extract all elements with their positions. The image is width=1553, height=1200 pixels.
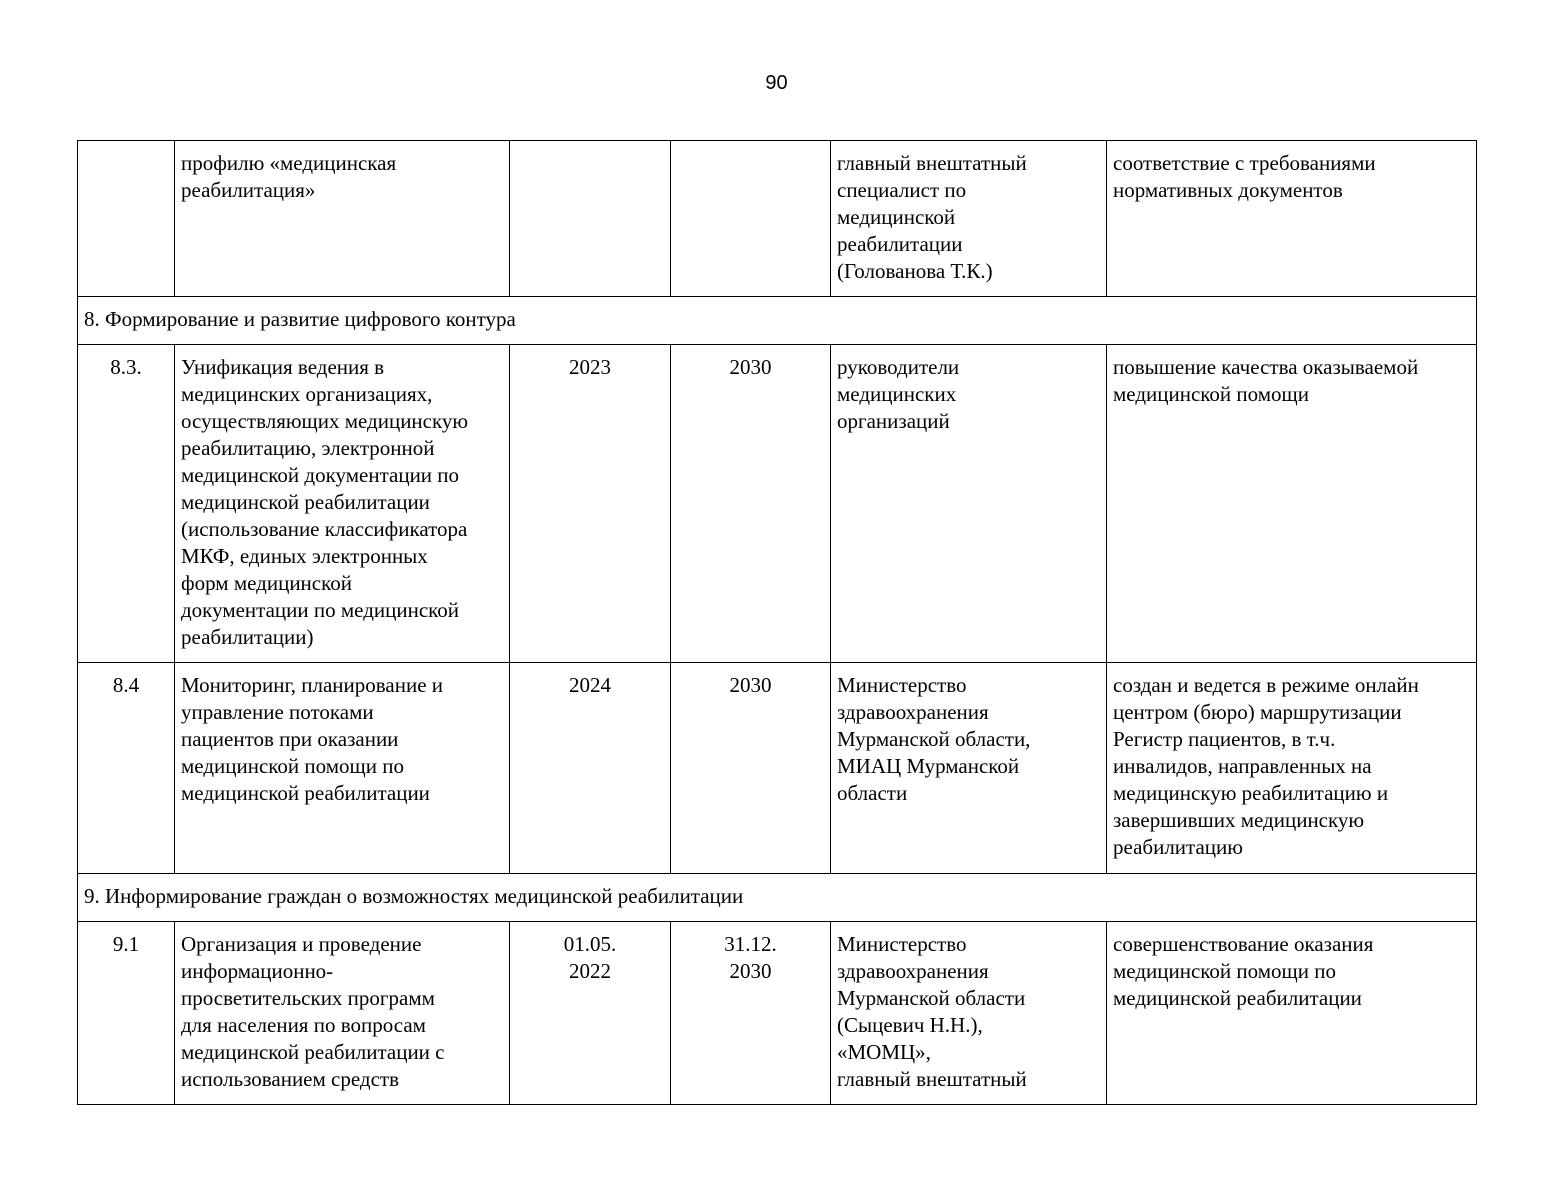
result-cell: повышение качества оказываемой медицинской помощи [1107, 345, 1477, 663]
responsible-cell: руководители медицинских организаций [831, 345, 1107, 663]
end-date-cell: 31.12. 2030 [671, 922, 831, 1105]
measure-cell: Мониторинг, планирование и управление потоками пациентов при оказании медицинской помощи по медицинской реабилитации [175, 663, 510, 874]
result-cell: совершенствование оказания медицинской помощи по медицинской реабилитации [1107, 922, 1477, 1105]
responsible-cell: Министерство здравоохранения Мурманской области, МИАЦ Мурманской области [831, 663, 1107, 874]
row-number: 8.4 [78, 663, 175, 874]
measure-cell: Унификация ведения в медицинских организациях, осуществляющих медицинскую реабилитацию, электронной медицинской документации по медицинской реабилитации (использование классификатора МКФ, единых электронных форм медицинской документации по медицинской реабилитации) [175, 345, 510, 663]
result-cell: создан и ведется в режиме онлайн центром (бюро) маршрутизации Регистр пациентов, в т.ч. инвалидов, направленных на медицинскую реабилитацию и завершивших медицинскую реабилитацию [1107, 663, 1477, 874]
section-title: 9. Информирование граждан о возможностях медицинской реабилитации [78, 874, 1477, 922]
end-date-cell [671, 141, 831, 297]
result-cell: соответствие с требованиями нормативных документов [1107, 141, 1477, 297]
start-date-cell: 2023 [510, 345, 671, 663]
plan-table [77, 140, 1477, 1105]
start-date-cell [510, 141, 671, 297]
row-number: 8.3. [78, 345, 175, 663]
table-row [78, 345, 1477, 663]
table-row [78, 663, 1477, 874]
measure-cell: профилю «медицинская реабилитация» [175, 141, 510, 297]
responsible-cell: Министерство здравоохранения Мурманской области (Сыцевич Н.Н.), «МОМЦ», главный внештатный [831, 922, 1107, 1105]
responsible-cell: главный внештатный специалист по медицинской реабилитации (Голованова Т.К.) [831, 141, 1107, 297]
end-date-cell: 2030 [671, 345, 831, 663]
end-date-cell: 2030 [671, 663, 831, 874]
section-row [78, 297, 1477, 345]
measure-cell: Организация и проведение информационно- просветительских программ для населения по вопросам медицинской реабилитации с использованием средств [175, 922, 510, 1105]
section-title: 8. Формирование и развитие цифрового контура [78, 297, 1477, 345]
section-row [78, 874, 1477, 922]
start-date-cell: 01.05. 2022 [510, 922, 671, 1105]
table-row [78, 922, 1477, 1105]
start-date-cell: 2024 [510, 663, 671, 874]
row-number: 9.1 [78, 922, 175, 1105]
page-number: 90 [765, 72, 788, 94]
table-row [78, 141, 1477, 297]
row-number [78, 141, 175, 297]
